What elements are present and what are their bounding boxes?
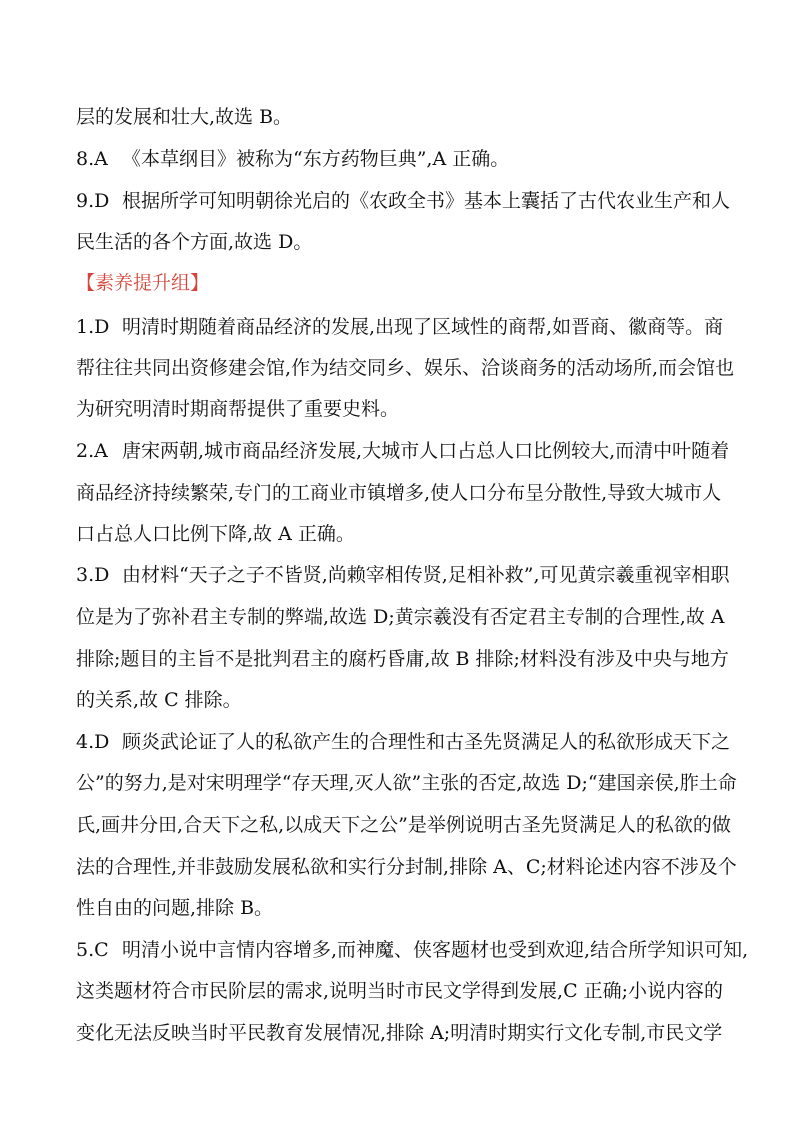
answer-line [76, 189, 730, 213]
text-line: 为研究明清时期商帮提供了重要史料。 [76, 398, 400, 420]
text-line: 位是为了弥补君主专制的弊端,故选 D;黄宗羲没有否定君主专制的合理性,故 A [76, 606, 725, 628]
text-line: 法的合理性,并非鼓励发展私欲和实行分封制,排除 A、C;材料论述内容不涉及个 [76, 856, 737, 878]
answer-line [76, 439, 729, 463]
answer-number: 2.A [76, 440, 108, 462]
answer-number: 1.D [76, 316, 110, 338]
answer-line [76, 315, 723, 339]
answer-line [76, 147, 509, 171]
text-line: 的关系,故 C 排除。 [76, 689, 242, 711]
text-line: 口占总人口比例下降,故 A 正确。 [76, 523, 355, 545]
answer-number: 9.D [76, 190, 110, 212]
text-line: 帮往往共同出资修建会馆,作为结交同乡、娱乐、洽谈商务的活动场所,而会馆也 [76, 357, 735, 379]
text-line: 层的发展和壮大,故选 B。 [76, 106, 293, 128]
answer-text: 顾炎武论证了人的私欲产生的合理性和古圣先贤满足人的私欲形成天下之 [122, 731, 731, 753]
answer-number: 3.D [76, 564, 110, 586]
text-line: 变化无法反映当时平民教育发展情况,排除 A;明清时期实行文化专制,市民文学 [76, 1022, 723, 1044]
section-heading: 【素养提升组】 [76, 272, 210, 294]
answer-line [76, 730, 730, 754]
text-line: 民生活的各个方面,故选 D。 [76, 231, 313, 253]
text-line: 商品经济持续繁荣,专门的工商业市镇增多,使人口分布呈分散性,导致大城市人 [76, 482, 722, 504]
text-line: 公”的努力,是对宋明理学“存天理,灭人欲”主张的否定,故选 D;“建国亲侯,胙土命 [76, 772, 737, 794]
text-line: 这类题材符合市民阶层的需求,说明当时市民文学得到发展,C 正确;小说内容的 [76, 980, 724, 1002]
answer-text: 唐宋两朝,城市商品经济发展,大城市人口占总人口比例较大,而清中叶随着 [122, 440, 730, 462]
text-line: 性自由的问题,排除 B。 [76, 897, 274, 919]
answer-text: 由材料“天子之子不皆贤,尚赖宰相传贤,足相补救”,可见黄宗羲重视宰相职 [122, 564, 730, 586]
text-line: 排除;题目的主旨不是批判君主的腐朽昏庸,故 B 排除;材料没有涉及中央与地方 [76, 648, 729, 670]
answer-text: 明清时期随着商品经济的发展,出现了区域性的商帮,如晋商、徽商等。商 [122, 316, 724, 338]
answer-text: 根据所学可知明朝徐光启的《农政全书》基本上囊括了古代农业生产和人 [122, 190, 731, 212]
answer-number: 8.A [76, 148, 108, 170]
answer-number: 5.C [76, 939, 109, 961]
text-line: 氏,画井分田,合天下之私,以成天下之公”是举例说明古圣先贤满足人的私欲的做 [76, 814, 731, 836]
answer-number: 4.D [76, 731, 110, 753]
answer-text: 明清小说中言情内容增多,而神魔、侠客题材也受到欢迎,结合所学知识可知, [122, 939, 749, 961]
answer-text: 《本草纲目》被称为“东方药物巨典”,A 正确。 [122, 148, 510, 170]
answer-line [76, 563, 730, 587]
answer-line [76, 938, 748, 962]
